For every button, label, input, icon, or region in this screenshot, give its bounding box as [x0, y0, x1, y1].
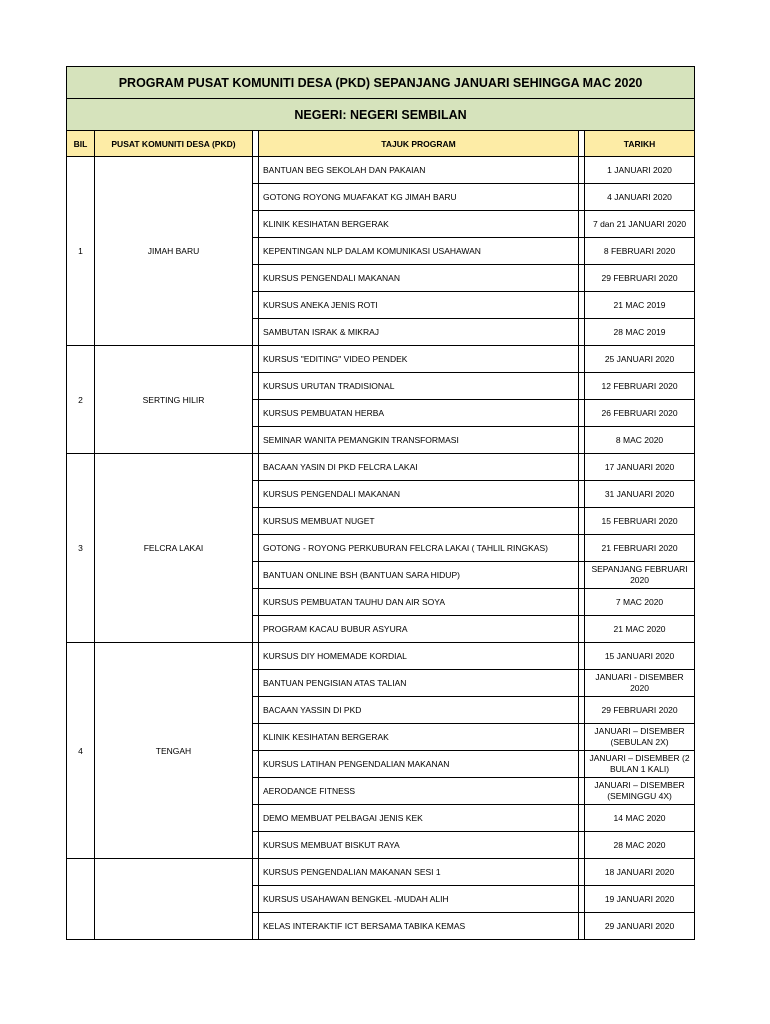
program-title-cell: BANTUAN BEG SEKOLAH DAN PAKAIAN	[259, 157, 579, 184]
program-date-cell: 4 JANUARI 2020	[585, 184, 695, 211]
program-date-cell: 29 FEBRUARI 2020	[585, 265, 695, 292]
program-title-cell: KEPENTINGAN NLP DALAM KOMUNIKASI USAHAWAN	[259, 238, 579, 265]
program-title-cell: KURSUS ANEKA JENIS ROTI	[259, 292, 579, 319]
program-date-cell: 29 FEBRUARI 2020	[585, 697, 695, 724]
program-title-cell: SAMBUTAN ISRAK & MIKRAJ	[259, 319, 579, 346]
state-subtitle: NEGERI: NEGERI SEMBILAN	[67, 99, 695, 131]
table-body	[67, 157, 695, 940]
program-date-cell: 25 JANUARI 2020	[585, 346, 695, 373]
program-date-cell: SEPANJANG FEBRUARI 2020	[585, 562, 695, 589]
table-row	[67, 859, 695, 886]
program-title-cell: PROGRAM KACAU BUBUR ASYURA	[259, 616, 579, 643]
program-title-cell: BANTUAN PENGISIAN ATAS TALIAN	[259, 670, 579, 697]
program-title-cell: DEMO MEMBUAT PELBAGAI JENIS KEK	[259, 805, 579, 832]
program-title-cell: KURSUS PENGENDALIAN MAKANAN SESI 1	[259, 859, 579, 886]
pkd-name-cell	[95, 859, 253, 940]
header-bil: BIL	[67, 131, 95, 157]
program-table	[66, 66, 695, 940]
program-date-cell: 8 MAC 2020	[585, 427, 695, 454]
program-title-cell: KELAS INTERAKTIF ICT BERSAMA TABIKA KEMAS	[259, 913, 579, 940]
header-program: TAJUK PROGRAM	[259, 131, 579, 157]
program-date-cell: 21 MAC 2019	[585, 292, 695, 319]
pkd-name-cell: JIMAH BARU	[95, 157, 253, 346]
bil-cell: 1	[67, 157, 95, 346]
program-date-cell: 17 JANUARI 2020	[585, 454, 695, 481]
program-date-cell: 21 MAC 2020	[585, 616, 695, 643]
program-title-cell: KURSUS "EDITING" VIDEO PENDEK	[259, 346, 579, 373]
program-date-cell: 15 FEBRUARI 2020	[585, 508, 695, 535]
program-date-cell: 8 FEBRUARI 2020	[585, 238, 695, 265]
program-title-cell: KURSUS URUTAN TRADISIONAL	[259, 373, 579, 400]
program-title-cell: KURSUS USAHAWAN BENGKEL -MUDAH ALIH	[259, 886, 579, 913]
pkd-name-cell: TENGAH	[95, 643, 253, 859]
pkd-name-cell: SERTING HILIR	[95, 346, 253, 454]
program-date-cell: 26 FEBRUARI 2020	[585, 400, 695, 427]
program-title-cell: BACAAN YASIN DI PKD FELCRA LAKAI	[259, 454, 579, 481]
pkd-name-cell: FELCRA LAKAI	[95, 454, 253, 643]
program-date-cell: 15 JANUARI 2020	[585, 643, 695, 670]
program-date-cell: 1 JANUARI 2020	[585, 157, 695, 184]
program-title-cell: KLINIK KESIHATAN BERGERAK	[259, 724, 579, 751]
program-date-cell: 7 MAC 2020	[585, 589, 695, 616]
program-date-cell: 7 dan 21 JANUARI 2020	[585, 211, 695, 238]
program-date-cell: JANUARI – DISEMBER (SEMINGGU 4X)	[585, 778, 695, 805]
bil-cell	[67, 859, 95, 940]
program-date-cell: JANUARI – DISEMBER (2 BULAN 1 KALI)	[585, 751, 695, 778]
program-title-cell: KURSUS LATIHAN PENGENDALIAN MAKANAN	[259, 751, 579, 778]
program-date-cell: 21 FEBRUARI 2020	[585, 535, 695, 562]
document-title: PROGRAM PUSAT KOMUNITI DESA (PKD) SEPANJANG JANUARI SEHINGGA MAC 2020	[67, 67, 695, 99]
program-date-cell: 14 MAC 2020	[585, 805, 695, 832]
program-date-cell: JANUARI – DISEMBER (SEBULAN 2X)	[585, 724, 695, 751]
program-title-cell: AERODANCE FITNESS	[259, 778, 579, 805]
program-title-cell: KLINIK KESIHATAN BERGERAK	[259, 211, 579, 238]
program-date-cell: 12 FEBRUARI 2020	[585, 373, 695, 400]
program-date-cell: JANUARI - DISEMBER 2020	[585, 670, 695, 697]
program-title-cell: GOTONG ROYONG MUAFAKAT KG JIMAH BARU	[259, 184, 579, 211]
program-date-cell: 18 JANUARI 2020	[585, 859, 695, 886]
header-date: TARIKH	[585, 131, 695, 157]
program-title-cell: KURSUS PEMBUATAN TAUHU DAN AIR SOYA	[259, 589, 579, 616]
program-title-cell: SEMINAR WANITA PEMANGKIN TRANSFORMASI	[259, 427, 579, 454]
program-date-cell: 28 MAC 2019	[585, 319, 695, 346]
program-title-cell: KURSUS PENGENDALI MAKANAN	[259, 481, 579, 508]
program-title-cell: GOTONG - ROYONG PERKUBURAN FELCRA LAKAI ( TAHLIL RINGKAS)	[259, 535, 579, 562]
bil-cell: 4	[67, 643, 95, 859]
program-date-cell: 28 MAC 2020	[585, 832, 695, 859]
program-title-cell: KURSUS MEMBUAT BISKUT RAYA	[259, 832, 579, 859]
program-date-cell: 29 JANUARI 2020	[585, 913, 695, 940]
program-title-cell: BACAAN YASSIN DI PKD	[259, 697, 579, 724]
table-row	[67, 643, 695, 670]
header-pkd: PUSAT KOMUNITI DESA (PKD)	[95, 131, 253, 157]
program-date-cell: 31 JANUARI 2020	[585, 481, 695, 508]
table-row	[67, 454, 695, 481]
program-title-cell: KURSUS PEMBUATAN HERBA	[259, 400, 579, 427]
program-title-cell: BANTUAN ONLINE BSH (BANTUAN SARA HIDUP)	[259, 562, 579, 589]
table-row	[67, 157, 695, 184]
program-title-cell: KURSUS DIY HOMEMADE KORDIAL	[259, 643, 579, 670]
table-row	[67, 346, 695, 373]
program-title-cell: KURSUS MEMBUAT NUGET	[259, 508, 579, 535]
program-title-cell: KURSUS PENGENDALI MAKANAN	[259, 265, 579, 292]
program-date-cell: 19 JANUARI 2020	[585, 886, 695, 913]
bil-cell: 3	[67, 454, 95, 643]
bil-cell: 2	[67, 346, 95, 454]
